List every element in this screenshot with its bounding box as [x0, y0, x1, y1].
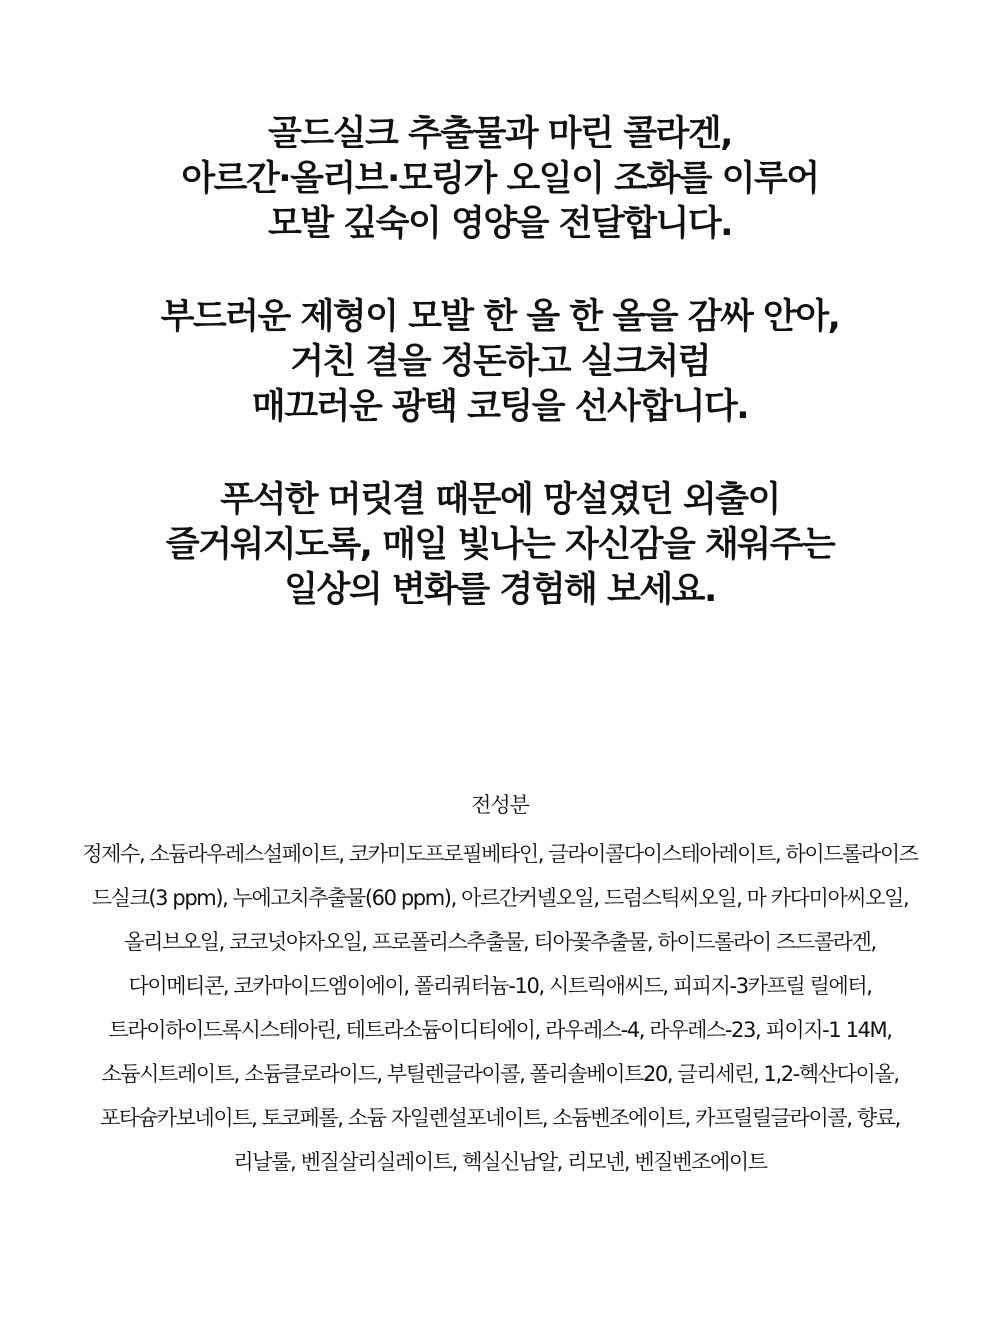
ingredients-line: 트라이하이드록시스테아린, 테트라소듐이디티에이, 라우레스-4, 라우레스-23, 피이지-1 14M,	[108, 1018, 892, 1042]
description-paragraph	[0, 295, 1000, 430]
description-paragraph	[0, 112, 1000, 247]
ingredients-line: 다이메티콘, 코카마이드엠이에이, 폴리쿼터늄-10, 시트릭애씨드, 피피지-3카프릴 릴에터,	[128, 974, 872, 998]
description-line: 아르간·올리브·모링가 오일이 조화를 이루어	[181, 159, 819, 199]
ingredients-line: 정제수, 소듐라우레스설페이트, 코카미도프로필베타인, 글라이콜다이스테아레이트, 하이드롤라이즈	[82, 842, 918, 866]
description-line: 골드실크 추출물과 마린 콜라겐,	[268, 114, 732, 154]
description-line: 일상의 변화를 경험해 보세요.	[284, 570, 716, 610]
ingredients-line: 포타슘카보네이트, 토코페롤, 소듐 자일렌설포네이트, 소듐벤조에이트, 카프릴릴글라이콜, 향료,	[100, 1106, 900, 1130]
description-paragraph	[0, 478, 1000, 613]
ingredients-line: 소듐시트레이트, 소듐클로라이드, 부틸렌글라이콜, 폴리솔베이트20, 글리세린, 1,2-헥산다이올,	[101, 1062, 899, 1086]
description-line: 부드러운 제형이 모발 한 올 한 올을 감싸 안아,	[160, 297, 840, 337]
ingredients-line: 리날룰, 벤질살리실레이트, 헥실신남알, 리모넨, 벤질벤조에이트	[233, 1150, 767, 1174]
description-line: 매끄러운 광택 코팅을 선사합니다.	[251, 387, 749, 427]
description-line: 즐거워지도록, 매일 빛나는 자신감을 채워주는	[165, 525, 835, 565]
description-line: 푸석한 머릿결 때문에 망설였던 외출이	[220, 480, 780, 520]
description-line: 거친 결을 정돈하고 실크처럼	[290, 342, 710, 382]
description-line: 모발 깊숙이 영양을 전달합니다.	[268, 204, 732, 244]
ingredients-line: 올리브오일, 코코넛야자오일, 프로폴리스추출물, 티아꽃추출물, 하이드롤라이 즈드콜라겐,	[124, 930, 876, 954]
ingredients-line: 드실크(3 ppm), 누에고치추출물(60 ppm), 아르간커넬오일, 드럼스틱씨오일, 마 카다미아씨오일,	[91, 886, 909, 910]
ingredients-section	[0, 788, 1000, 1184]
product-description	[0, 112, 1000, 613]
ingredients-title: 전성분	[471, 793, 529, 817]
